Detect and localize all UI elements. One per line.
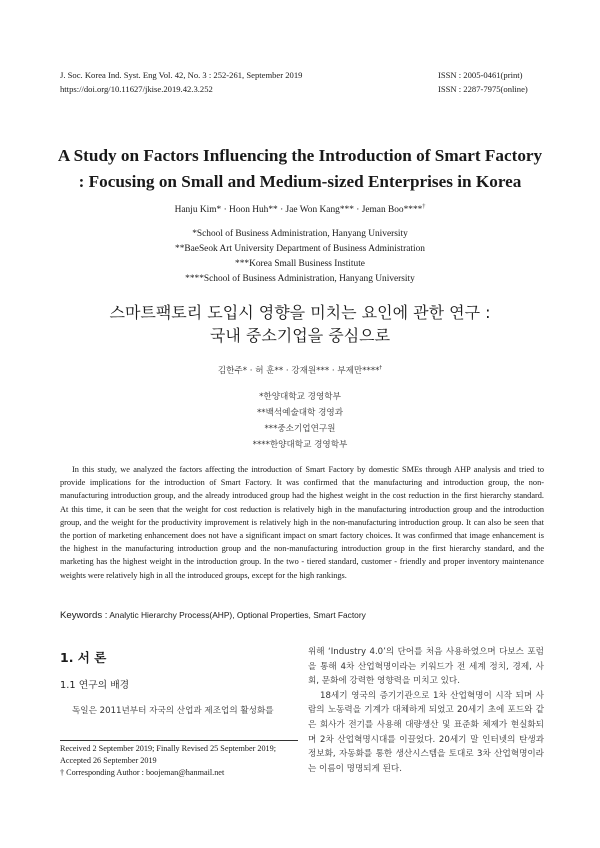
abstract: In this study, we analyzed the factors affecting the introduction of Smart Factory by domestic SMEs through AHP analysis and tried to provide implications for the introduction of Smart Factory. It was confirmed that the manufacturing and introduction group, the non-manufacturing introduction group, and the already introduced group had the highest weight in the cost reduction in the first hierarchy standard. At this time, it can be seen that the weight for cost reduction is relatively high in the manufacturing introduction group and the introduction group, and the weight for the productivity improvement is relatively high in the non-manufacturing introduction group. It can also be seen that the portion of marketing enhancement does not have a significant impact on smart factory choices. It was confirmed that image enhancement is the highest in the manufacturing introduction group and the non-manufacturing introduction group in the first hierarchy standard, and the marketing has the highest weight in the introduction group. In the two - tiered standard, customer - friendly and proper inventory maintenance weights were relatively high in all the introduced groups, except for the high rankings. [60, 465, 544, 580]
body-paragraph: 18세기 영국의 증기기관으로 1차 산업혁명이 시작 되며 사람의 노동력을 기계가 대체하게 되었고 20세기 초에 포드와 같은 회사가 전기를 사용해 대량생산 및 표준화 체제가 현실화되며 2차 산업혁명시대를 이끌었다. 20세기 말 인터넷의 탄생과 정보화, 자동화를 통한 생산시스템을 토대로 3차 산업혁명이라는 이름이 명명되게 된다. [308, 690, 544, 774]
title-en-line1: A Study on Factors Influencing the Introduction of Smart Factory [57, 146, 543, 165]
affiliation-ko: ****한양대학교 경영학부 [252, 440, 348, 450]
keywords-text: Analytic Hierarchy Process(AHP), Optional Properties, Smart Factory [109, 610, 366, 620]
journal-header-left [60, 68, 302, 96]
footnote-accepted: Accepted 26 September 2019 [60, 756, 157, 765]
journal-header-right [438, 68, 528, 96]
affiliation-ko: **백석예술대학 경영과 [256, 408, 344, 418]
title-ko-line1: 스마트팩토리 도입시 영향을 미치는 요인에 관한 연구 : [109, 303, 491, 322]
body-text-right [308, 645, 544, 776]
body-paragraph: 위해 ‘Industry 4.0’의 단어를 처음 사용하였으며 다보스 포럼을 통해 4차 산업혁명이라는 키워드가 전 세계 정치, 경제, 사회, 문화에 강력한 영향력을 미치고 있다. [308, 647, 544, 687]
affiliations-english [40, 227, 560, 287]
keywords-label: Keywords : [60, 610, 108, 621]
title-korean [30, 301, 570, 347]
footnote-received: Received 2 September 2019; Finally Revised 25 September 2019; [60, 744, 277, 753]
affiliation-ko: ***중소기업연구원 [264, 424, 336, 434]
affiliation-en: **BaeSeok Art University Department of Business Administration [175, 244, 425, 254]
corresponding-mark-en: † [422, 204, 426, 210]
affiliations-korean [40, 389, 560, 453]
section-title: 1. 서 론 [60, 650, 107, 665]
title-english [30, 143, 570, 195]
corresponding-mark-ko: † [379, 365, 383, 372]
authors-ko-names: 김한주* · 허 훈** · 강재원*** · 부제만**** [217, 366, 380, 376]
doi-link[interactable]: https://doi.org/10.11627/jkise.2019.42.3.252 [60, 84, 213, 94]
dagger-mark: † [60, 768, 65, 777]
issn-online: ISSN : 2287-7975(online) [438, 84, 528, 94]
issn-print: ISSN : 2005-0461(print) [438, 70, 523, 80]
affiliation-en: ***Korea Small Business Institute [235, 259, 365, 269]
footnotes [60, 743, 300, 779]
authors-english [40, 204, 560, 215]
affiliation-en: *School of Business Administration, Hanyang University [192, 229, 408, 239]
footnote-corresponding [60, 767, 300, 779]
corresponding-author: Corresponding Author : boojeman@hanmail.net [66, 768, 225, 777]
authors-korean [40, 364, 560, 376]
journal-citation: J. Soc. Korea Ind. Syst. Eng Vol. 42, No. 3 : 252-261, September 2019 [60, 70, 303, 80]
title-ko-line2: 국내 중소기업을 중심으로 [209, 326, 391, 345]
subsection-title: 1.1 연구의 배경 [60, 680, 130, 691]
affiliation-en: ****School of Business Administration, Hanyang University [185, 274, 415, 284]
title-en-line2: : Focusing on Small and Medium-sized Enterprises in Korea [78, 172, 522, 191]
affiliation-ko: *한양대학교 경영학부 [259, 392, 341, 402]
footnote-divider [60, 740, 298, 741]
keywords [60, 610, 544, 621]
authors-en-names: Hanju Kim* · Hoon Huh** · Jae Won Kang*** · Jeman Boo**** [174, 205, 423, 216]
body-text-left: 독일은 2011년부터 자국의 산업과 제조업의 활성화를 [72, 706, 274, 716]
